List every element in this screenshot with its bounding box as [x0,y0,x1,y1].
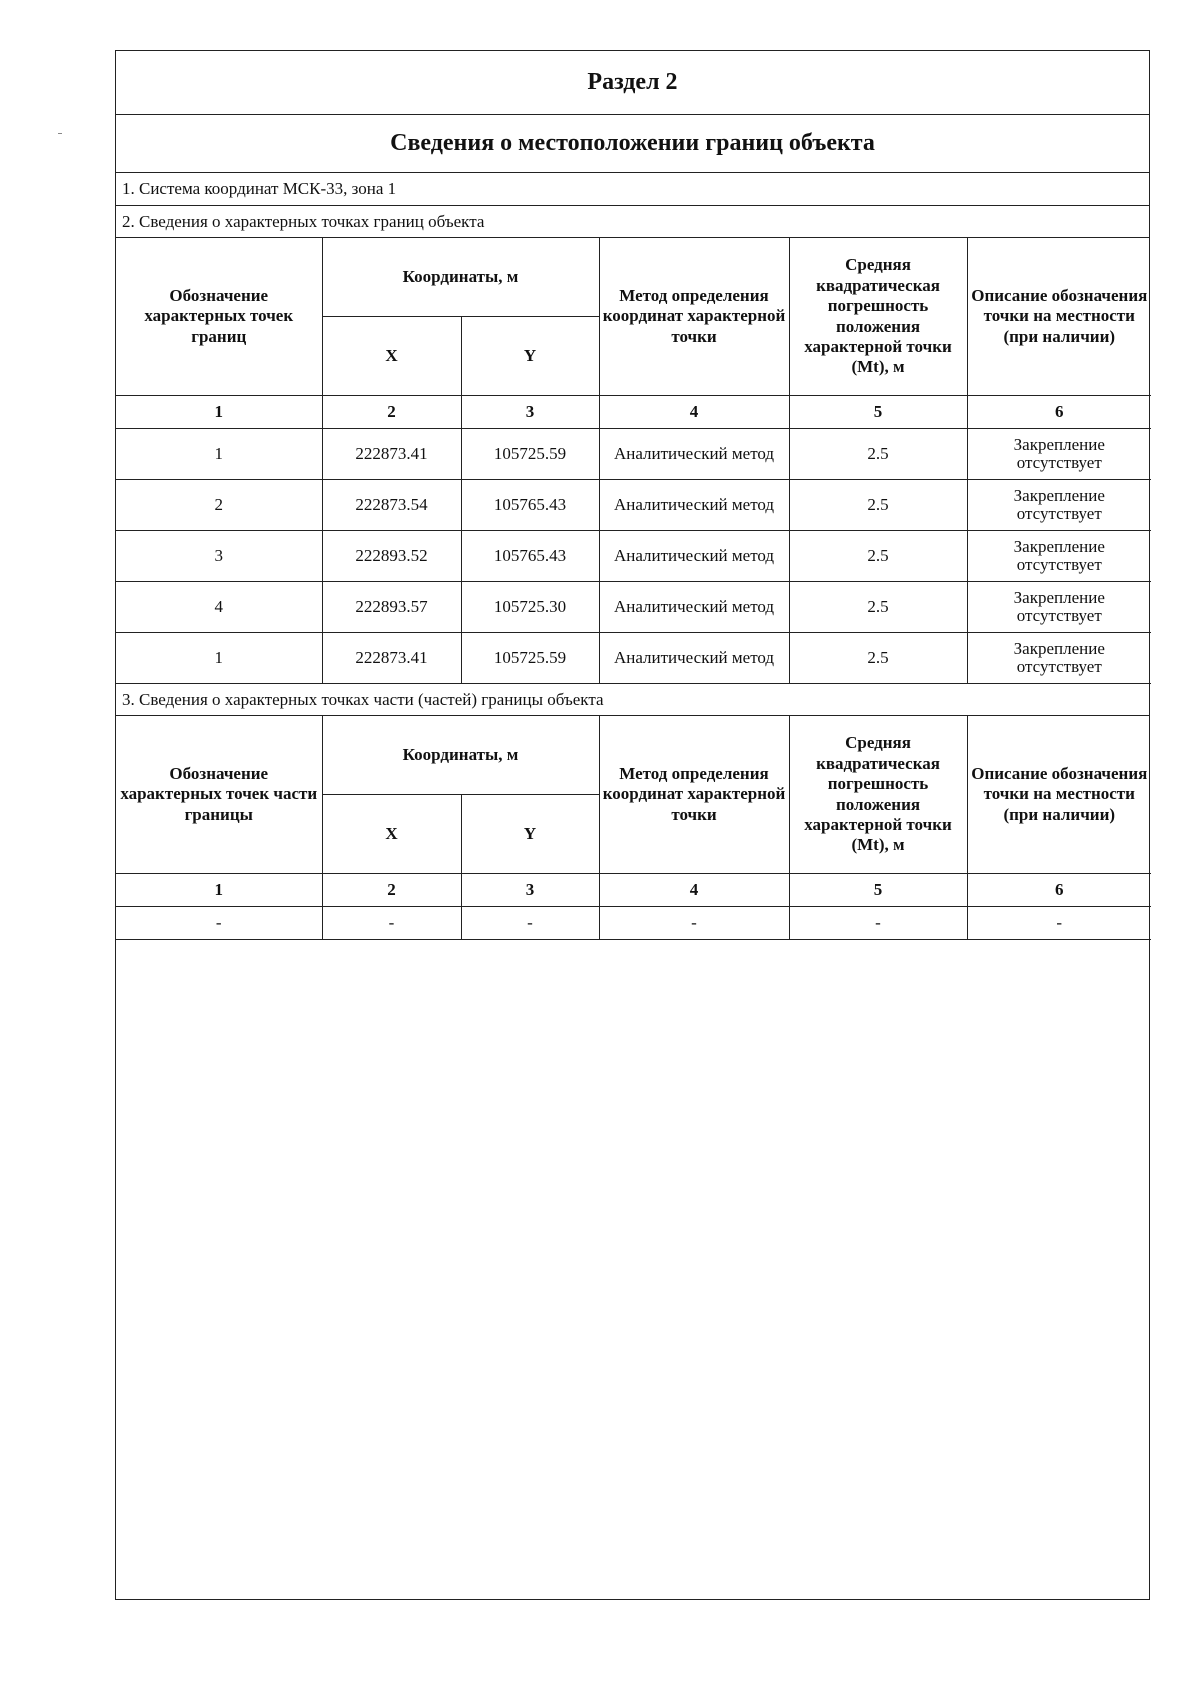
block3-heading: 3. Сведения о характерных точках части (частей) границы объекта [116,684,1149,716]
empty-cell: - [967,907,1151,940]
header-coordinates: Координаты, м [322,716,599,795]
empty-cell: - [789,907,967,940]
y-coordinate: 105765.43 [461,480,599,531]
column-number: 1 [116,396,322,429]
header-designation: Обозначение характерных точек границ [116,238,322,396]
header-x: X [322,317,461,396]
scan-mark [58,133,62,134]
y-coordinate: 105725.59 [461,429,599,480]
point-description: Закрепление отсутствует [967,633,1151,684]
column-number: 6 [967,396,1151,429]
header-error: Средняя квадратическая погрешность положения характерной точки (Mt), м [789,238,967,396]
x-coordinate: 222873.54 [322,480,461,531]
x-coordinate: 222893.52 [322,531,461,582]
column-number: 1 [116,874,322,907]
method: Аналитический метод [599,633,789,684]
column-number: 4 [599,396,789,429]
column-number: 5 [789,874,967,907]
point-id: 1 [116,429,322,480]
point-id: 4 [116,582,322,633]
header-coordinates: Координаты, м [322,238,599,317]
header-method: Метод определения координат характерной точки [599,716,789,874]
point-description: Закрепление отсутствует [967,480,1151,531]
coord-system-line: 1. Система координат МСК-33, зона 1 [116,173,1149,206]
document-frame [115,50,1150,1600]
section-title: Раздел 2 [116,51,1149,115]
header-y: Y [461,795,599,874]
point-description: Закрепление отсутствует [967,429,1151,480]
column-number: 5 [789,396,967,429]
empty-cell: - [461,907,599,940]
point-id: 3 [116,531,322,582]
column-numbers-row [116,396,1151,429]
header-description: Описание обозначения точки на местности (при наличии) [967,716,1151,874]
empty-cell: - [322,907,461,940]
x-coordinate: 222873.41 [322,633,461,684]
y-coordinate: 105765.43 [461,531,599,582]
table-row [116,633,1151,684]
error-value: 2.5 [789,633,967,684]
header-description: Описание обозначения точки на местности (при наличии) [967,238,1151,396]
empty-cell: - [599,907,789,940]
column-number: 6 [967,874,1151,907]
table-row [116,480,1151,531]
column-number: 3 [461,396,599,429]
method: Аналитический метод [599,480,789,531]
section-subtitle: Сведения о местоположении границ объекта [116,115,1149,173]
y-coordinate: 105725.30 [461,582,599,633]
column-number: 2 [322,874,461,907]
method: Аналитический метод [599,531,789,582]
column-number: 4 [599,874,789,907]
error-value: 2.5 [789,582,967,633]
point-description: Закрепление отсутствует [967,582,1151,633]
header-y: Y [461,317,599,396]
error-value: 2.5 [789,429,967,480]
column-numbers-row [116,874,1151,907]
table-row [116,429,1151,480]
point-id: 2 [116,480,322,531]
table-row [116,907,1151,940]
table-row [116,582,1151,633]
error-value: 2.5 [789,480,967,531]
error-value: 2.5 [789,531,967,582]
header-error: Средняя квадратическая погрешность положения характерной точки (Mt), м [789,716,967,874]
column-number: 3 [461,874,599,907]
empty-cell: - [116,907,322,940]
boundary-part-points-table [116,716,1151,940]
header-designation: Обозначение характерных точек части границы [116,716,322,874]
column-number: 2 [322,396,461,429]
x-coordinate: 222893.57 [322,582,461,633]
block2-heading: 2. Сведения о характерных точках границ объекта [116,206,1149,238]
method: Аналитический метод [599,582,789,633]
point-id: 1 [116,633,322,684]
table-row [116,531,1151,582]
header-method: Метод определения координат характерной точки [599,238,789,396]
header-x: X [322,795,461,874]
y-coordinate: 105725.59 [461,633,599,684]
method: Аналитический метод [599,429,789,480]
x-coordinate: 222873.41 [322,429,461,480]
point-description: Закрепление отсутствует [967,531,1151,582]
boundary-points-table [116,238,1151,684]
